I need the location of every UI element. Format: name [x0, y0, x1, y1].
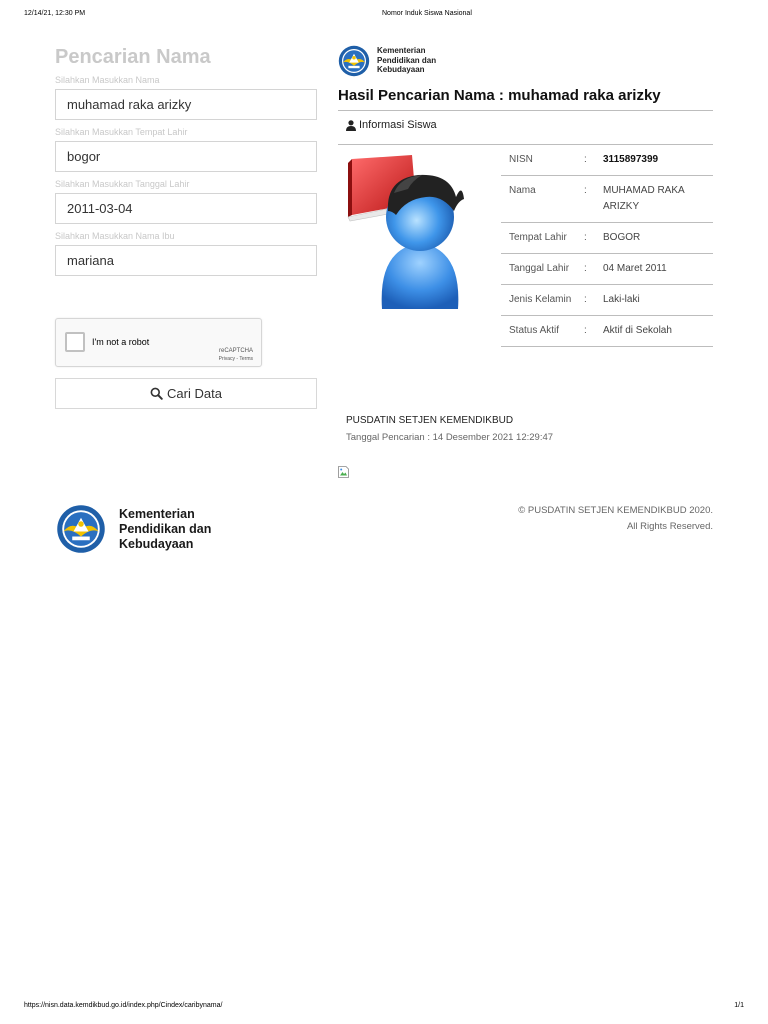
copyright	[518, 503, 713, 535]
student-avatar-icon	[346, 153, 494, 313]
tut-wuri-handayani-emblem-icon	[56, 504, 106, 554]
logo-text-small: Kementerian Pendidikan dan Kebudayaan	[377, 46, 437, 74]
print-header	[24, 10, 744, 22]
row-value: 04 Maret 2011	[603, 254, 713, 285]
row-separator: :	[575, 285, 603, 316]
copyright-line2: All Rights Reserved.	[626, 521, 713, 532]
row-label: Tanggal Lahir	[501, 254, 575, 285]
org-name: PUSDATIN SETJEN KEMENDIKBUD	[346, 415, 514, 426]
birthplace-field-label: Silahkan Masukkan Tempat Lahir	[55, 127, 188, 137]
student-info-table	[501, 145, 713, 347]
birthdate-field-label: Silahkan Masukkan Tanggal Lahir	[55, 179, 190, 189]
student-info-heading-label: Informasi Siswa	[359, 119, 437, 131]
mother-name-input[interactable]	[55, 245, 317, 276]
recaptcha-links[interactable]: Privacy - Terms	[218, 356, 253, 362]
copyright-line1: © PUSDATIN SETJEN KEMENDIKBUD 2020.	[518, 505, 713, 516]
row-separator: :	[575, 316, 603, 347]
row-value: 3115897399	[603, 145, 713, 176]
table-row	[501, 176, 713, 223]
print-date: 12/14/21, 12:30 PM	[24, 10, 86, 17]
recaptcha-label: I'm not a robot	[92, 337, 150, 347]
recaptcha-checkbox[interactable]	[65, 332, 85, 352]
row-label: Tempat Lahir	[501, 223, 575, 254]
divider	[338, 110, 713, 111]
form-title: Pencarian Nama	[55, 46, 211, 68]
row-value: Laki-laki	[603, 285, 713, 316]
print-url: https://nisn.data.kemdikbud.go.id/index.php/Cindex/caribynama/	[24, 1002, 223, 1009]
row-value: Aktif di Sekolah	[603, 316, 713, 347]
kemendikbud-logo-small	[338, 45, 458, 79]
table-row	[501, 254, 713, 285]
user-icon	[346, 120, 356, 131]
kemendikbud-logo-large	[56, 504, 226, 556]
logo-text-large: Kementerian Pendidikan dan Kebudayaan	[119, 507, 212, 551]
recaptcha-widget	[55, 318, 262, 367]
name-field-label: Silahkan Masukkan Nama	[55, 75, 160, 85]
birthplace-input[interactable]	[55, 141, 317, 172]
recaptcha-brand: reCAPTCHA	[218, 348, 253, 354]
search-button[interactable]	[55, 378, 317, 409]
row-label: Status Aktif	[501, 316, 575, 347]
birthdate-input[interactable]	[55, 193, 317, 224]
row-label: Nama	[501, 176, 575, 223]
search-date: Tanggal Pencarian : 14 Desember 2021 12:29:47	[346, 432, 554, 443]
search-form	[55, 44, 317, 276]
row-separator: :	[575, 176, 603, 223]
table-row	[501, 223, 713, 254]
name-input[interactable]	[55, 89, 317, 120]
row-label: Jenis Kelamin	[501, 285, 575, 316]
result-title: Hasil Pencarian Nama : muhamad raka arizky	[338, 87, 661, 104]
student-info-heading	[346, 119, 437, 131]
row-value: MUHAMAD RAKA ARIZKY	[603, 176, 713, 223]
mother-name-field-label: Silahkan Masukkan Nama Ibu	[55, 231, 175, 241]
row-value: BOGOR	[603, 223, 713, 254]
search-icon	[150, 387, 163, 400]
print-doc-title: Nomor Induk Siswa Nasional	[382, 10, 472, 17]
broken-image-icon	[338, 466, 349, 478]
table-row	[501, 285, 713, 316]
tut-wuri-handayani-emblem-icon	[338, 45, 370, 77]
row-separator: :	[575, 145, 603, 176]
table-row	[501, 316, 713, 347]
print-page-number: 1/1	[734, 1002, 744, 1009]
row-separator: :	[575, 254, 603, 285]
search-button-label: Cari Data	[167, 386, 222, 401]
table-row	[501, 145, 713, 176]
row-separator: :	[575, 223, 603, 254]
row-label: NISN	[501, 145, 575, 176]
